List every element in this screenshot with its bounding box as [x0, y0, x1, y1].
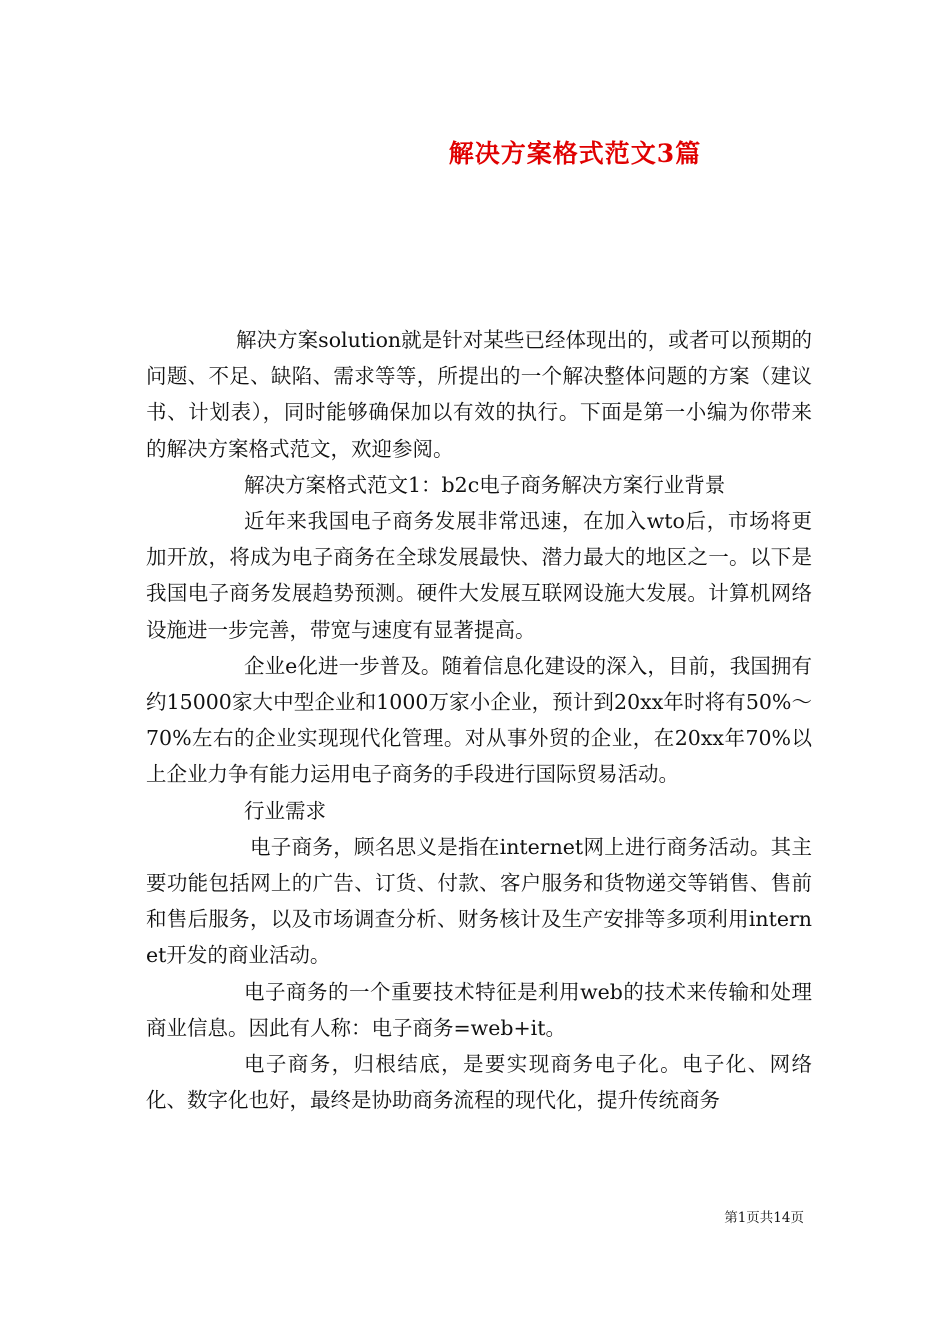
technical-feature-paragraph: 电子商务的一个重要技术特征是利用web的技术来传输和处理商业信息。因此有人称：电子商务=web+it。	[146, 979, 812, 1040]
section-heading-industry-demand: 行业需求	[244, 798, 326, 823]
background-paragraph: 近年来我国电子商务发展非常迅速，在加入wto后，市场将更加开放，将成为电子商务在全球发展最快、潜力最大的地区之一。以下是我国电子商务发展趋势预测。硬件大发展互联网设施大发展。计算机网络设施进一步完善，带宽与速度有显著提高。	[146, 509, 812, 642]
intro-paragraph: 解决方案solution就是针对某些已经体现出的，或者可以预期的问题、不足、缺陷、需求等等，所提出的一个解决整体问题的方案（建议书、计划表），同时能够确保加以有效的执行。下面是第一小编为你带来的解决方案格式范文，欢迎参阅。	[146, 328, 812, 461]
document-body	[146, 322, 812, 1118]
document-title: 解决方案格式范文3篇	[448, 139, 702, 168]
ecommerce-definition-paragraph: 电子商务，顾名思义是指在internet网上进行商务活动。其主要功能包括网上的广告、订货、付款、客户服务和货物递交等销售、售前和售后服务，以及市场调查分析、财务核计及生产安排等多项利用internet开发的商业活动。	[146, 834, 812, 968]
section-heading-sample-1: 解决方案格式范文1：b2c电子商务解决方案行业背景	[244, 472, 726, 497]
digitalization-paragraph: 电子商务，归根结底，是要实现商务电子化。电子化、网络化、数字化也好，最终是协助商务流程的现代化，提升传统商务	[146, 1052, 812, 1113]
enterprise-paragraph: 企业e化进一步普及。随着信息化建设的深入，目前，我国拥有约15000家大中型企业和1000万家小企业，预计到20xx年时将有50%～70%左右的企业实现现代化管理。对从事外贸的企业，在20xx年70%以上企业力争有能力运用电子商务的手段进行国际贸易活动。	[146, 653, 812, 787]
page-number-footer: 第1页共14页	[724, 1210, 804, 1226]
